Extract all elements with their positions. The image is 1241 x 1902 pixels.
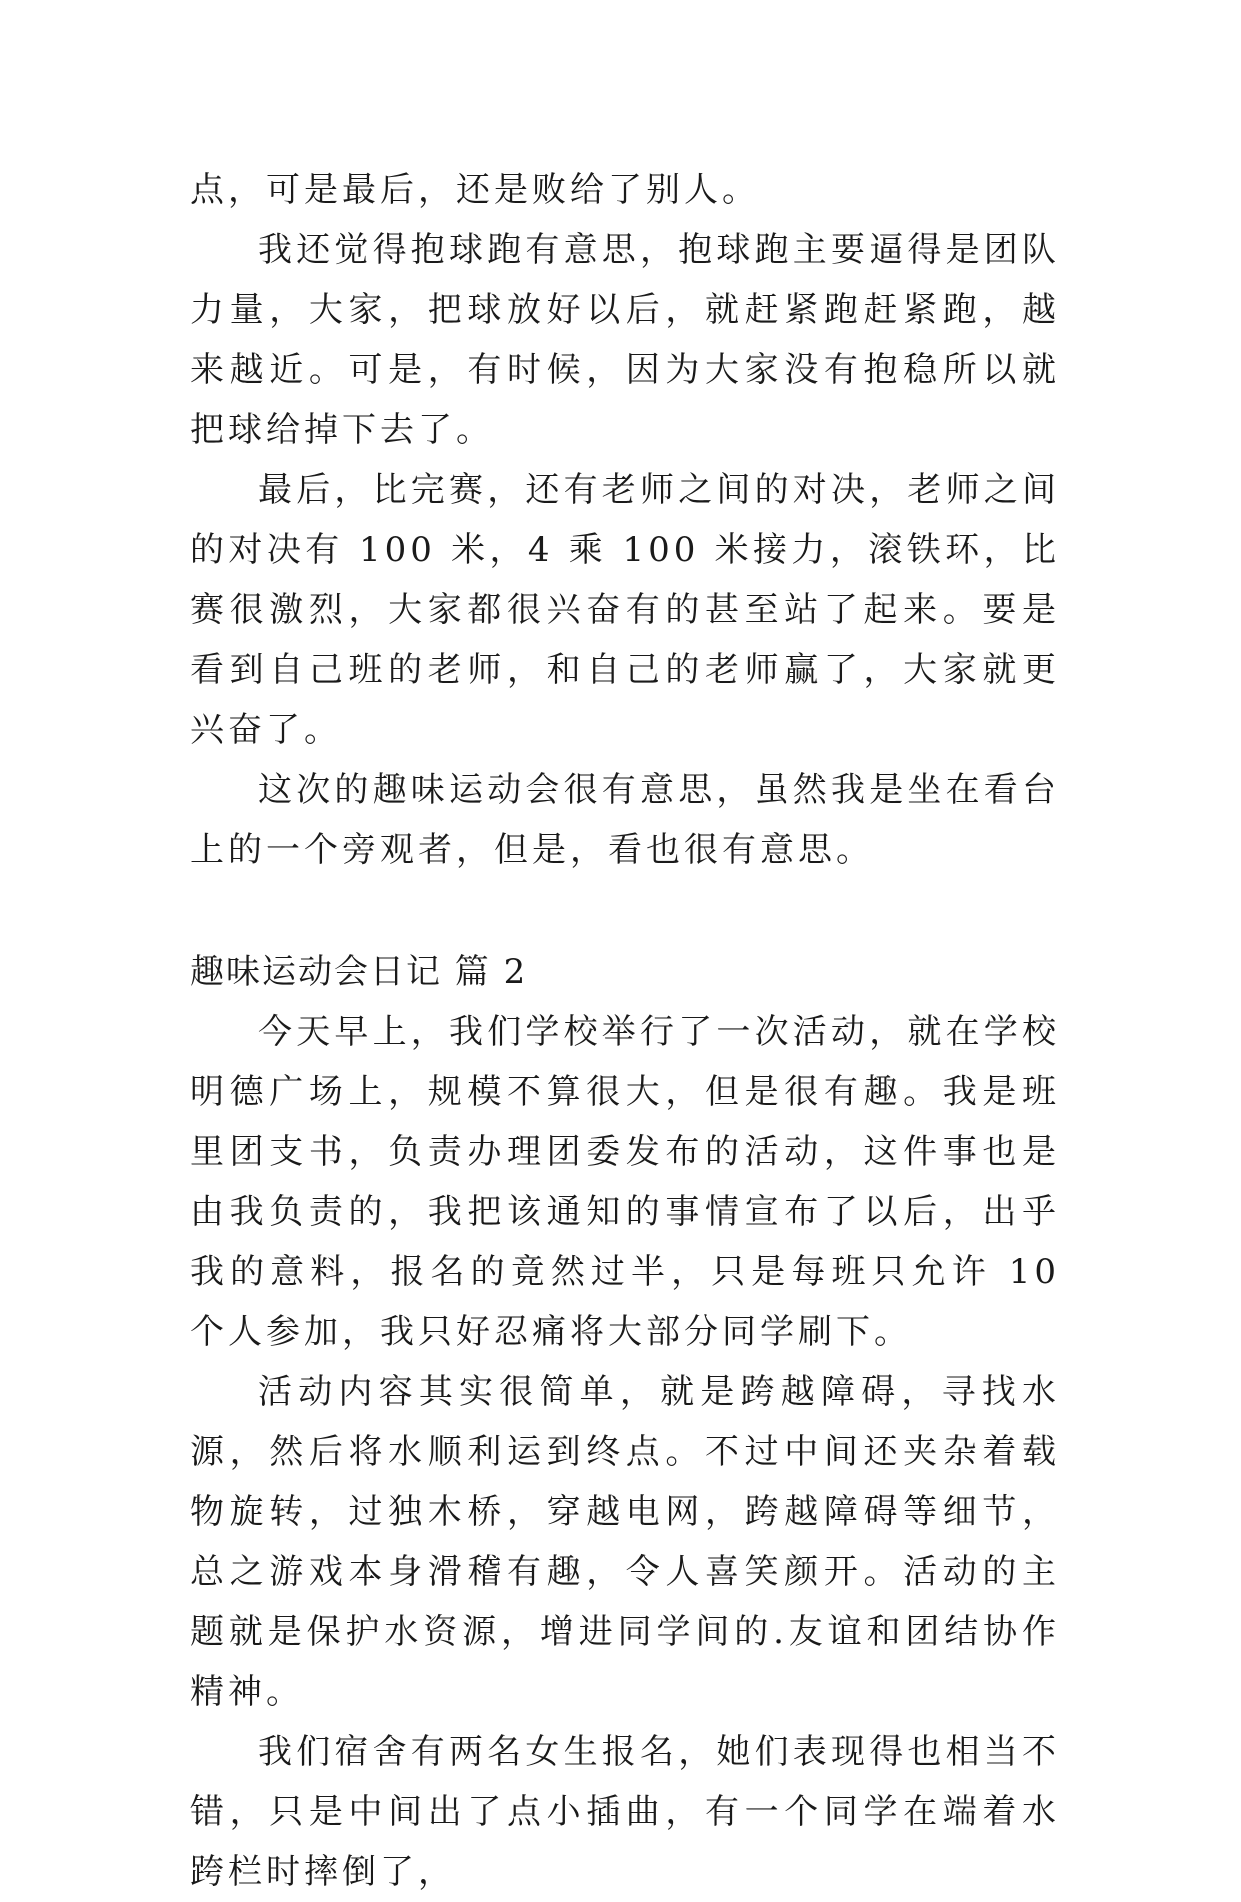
paragraph: 最后，比完赛，还有老师之间的对决，老师之间的对决有 100 米，4 乘 100 米接力，滚铁环，比赛很激烈，大家都很兴奋有的甚至站了起来。要是看到自己班的老师，和自己的老师赢了，大家就更兴奋了。 bbox=[190, 470, 1060, 750]
paragraph: 这次的趣味运动会很有意思，虽然我是坐在看台上的一个旁观者，但是，看也很有意思。 bbox=[190, 770, 1060, 870]
document-body bbox=[190, 160, 1060, 1902]
paragraph: 我还觉得抱球跑有意思，抱球跑主要逼得是团队力量，大家，把球放好以后，就赶紧跑赶紧跑，越来越近。可是，有时候，因为大家没有抱稳所以就把球给掉下去了。 bbox=[190, 230, 1060, 450]
paragraph: 今天早上，我们学校举行了一次活动，就在学校明德广场上，规模不算很大，但是很有趣。我是班里团支书，负责办理团委发布的活动，这件事也是由我负责的，我把该通知的事情宣布了以后，出乎我的意料，报名的竟然过半，只是每班只允许 10 个人参加，我只好忍痛将大部分同学刷下。 bbox=[190, 1012, 1060, 1352]
section-title: 趣味运动会日记 篇 2 bbox=[190, 952, 528, 992]
paragraph: 活动内容其实很简单，就是跨越障碍，寻找水源，然后将水顺利运到终点。不过中间还夹杂着载物旋转，过独木桥，穿越电网，跨越障碍等细节，总之游戏本身滑稽有趣，令人喜笑颜开。活动的主题就是保护水资源，增进同学间的.友谊和团结协作精神。 bbox=[190, 1372, 1060, 1712]
paragraph: 我们宿舍有两名女生报名，她们表现得也相当不错，只是中间出了点小插曲，有一个同学在端着水跨栏时摔倒了， bbox=[190, 1732, 1060, 1892]
paragraph-continuation: 点，可是最后，还是败给了别人。 bbox=[190, 170, 760, 210]
